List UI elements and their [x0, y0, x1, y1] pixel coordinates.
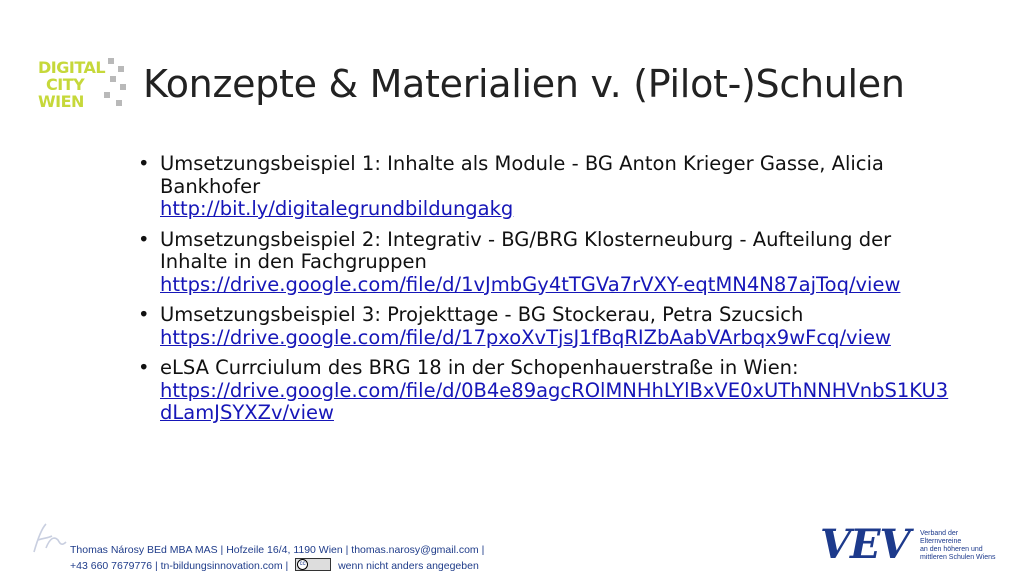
logo-line-2: CITY: [46, 75, 85, 94]
bullet-link[interactable]: http://bit.ly/digitalegrundbildungakg: [160, 197, 514, 220]
logo-line-1: DIGITAL: [38, 58, 106, 77]
bullet-item: [138, 304, 958, 349]
bullet-dot: •: [138, 356, 150, 379]
bullet-link[interactable]: https://drive.google.com/file/d/0B4e89agcROlMNHhLYlBxVE0xUThNNHVnbS1KU3dLamJSYXZv/view: [160, 378, 949, 424]
bullet-text: Umsetzungsbeispiel 2: Integrativ - BG/BRG Klosterneuburg - Aufteilung der Inhalte in den Fachgruppen: [160, 227, 892, 273]
slide-title: Konzepte & Materialien v. (Pilot-)Schulen: [143, 62, 905, 106]
bullet-item: [138, 357, 958, 425]
footer-line-2: [70, 558, 540, 574]
footer: [70, 543, 540, 574]
bullet-link[interactable]: https://drive.google.com/file/d/1vJmbGy4tTGVa7rVXY-eqtMN4N87ajToq/view: [160, 272, 901, 296]
logo-pixel-icon: [118, 66, 124, 72]
footer-license-note: wenn nicht anders angegeben: [338, 560, 479, 572]
logo-pixel-icon: [120, 84, 126, 90]
signature-icon: [28, 518, 68, 558]
vev-line-3: mittleren Schulen Wiens: [920, 554, 996, 561]
bullet-dot: •: [138, 227, 150, 251]
logo-pixel-icon: [116, 100, 122, 106]
logo-pixel-icon: [110, 76, 116, 82]
vev-line-2: an den höheren und: [920, 546, 983, 553]
vev-logo: [820, 522, 1000, 568]
logo-pixel-icon: [108, 58, 114, 64]
logo-pixel-icon: [104, 92, 110, 98]
bullet-text: Umsetzungsbeispiel 3: Projekttage - BG Stockerau, Petra Szucsich: [160, 303, 804, 326]
bullet-item: [138, 153, 958, 221]
bullet-item: [138, 229, 958, 297]
logo-line-3: WIEN: [38, 92, 84, 111]
bullet-dot: •: [138, 152, 150, 175]
vev-mark: VEV: [820, 521, 910, 568]
bullet-link[interactable]: https://drive.google.com/file/d/17pxoXvTjsJ1fBqRIZbAabVArbqx9wFcq/view: [160, 325, 891, 349]
bullet-list: [138, 153, 958, 433]
creative-commons-license-icon: cc: [295, 558, 331, 571]
footer-contact: +43 660 7679776 | tn-bildungsinnovation.com |: [70, 560, 289, 572]
vev-text: [920, 530, 1000, 562]
digital-city-wien-logo: [38, 56, 128, 114]
bullet-text: Umsetzungsbeispiel 1: Inhalte als Module - BG Anton Krieger Gasse, Alicia Bankhofer: [160, 152, 884, 198]
bullet-dot: •: [138, 303, 150, 326]
footer-line-1: Thomas Nárosy BEd MBA MAS | Hofzeile 16/4, 1190 Wien | thomas.narosy@gmail.com |: [70, 544, 485, 556]
vev-line-1: Verband der Elternvereine: [920, 530, 962, 545]
bullet-text: eLSA Currciulum des BRG 18 in der Schopenhauerstraße in Wien:: [160, 356, 799, 379]
